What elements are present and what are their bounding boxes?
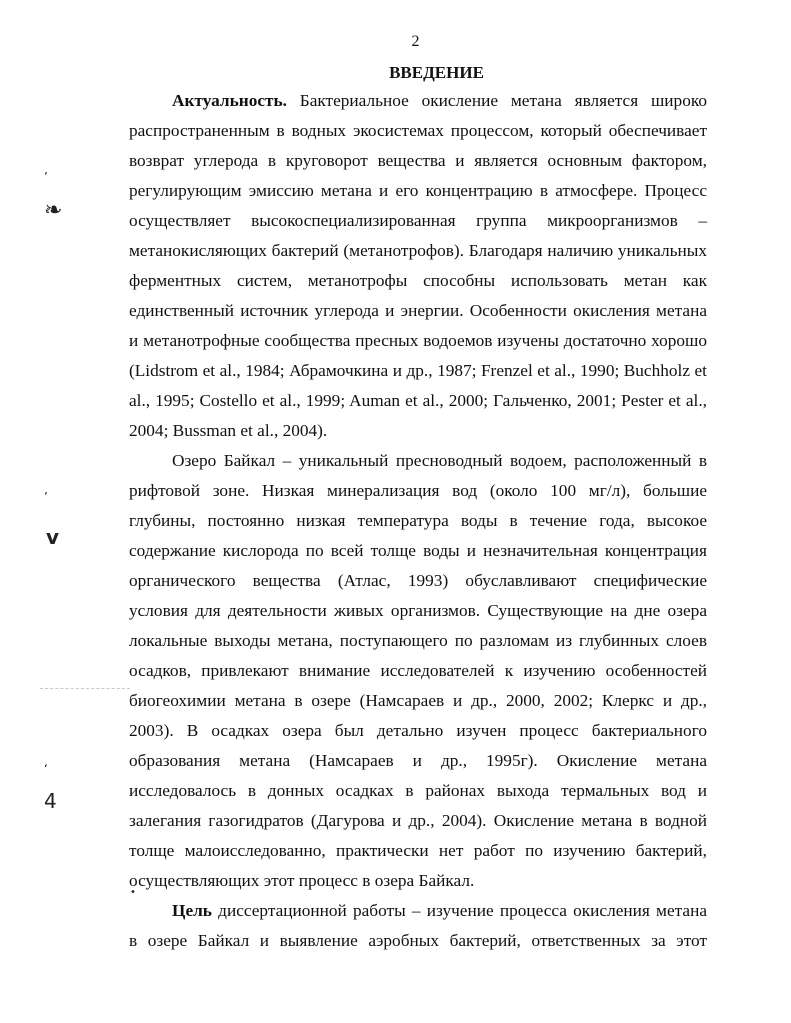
text-line: осуществляет высокоспециализированная группа микроорганизмов – <box>129 211 707 230</box>
text-line: осуществляющих этот процесс в озера Байкал. <box>129 871 475 890</box>
text-line: al., 1995; Costello et al., 1999; Auman et al., 2000; Гальченко, 2001; Pester et al., <box>129 391 707 410</box>
text-line: метанокисляющих бактерий (метанотрофов). Благодаря наличию уникальных <box>129 241 707 260</box>
text-line: содержание кислорода по всей толще воды и незначительная концентрация <box>129 541 707 560</box>
text-line: единственный источник углерода и энергии. Особенности окисления метана <box>129 301 707 320</box>
text-line: биогеохимии метана в озере (Намсараев и др., 2000, 2002; Клеркс и др., <box>129 691 707 710</box>
text-line: толще малоисследованно, практически нет работ по изучению бактерий, <box>129 841 707 860</box>
text-line: условия для деятельности живых организмов. Существующие на дне озера <box>129 601 707 620</box>
text-line: исследовалось в донных осадках в районах выхода термальных вод и <box>129 781 707 800</box>
text-line: 2003). В осадках озера был детально изучен процесс бактериального <box>129 721 707 740</box>
text-line: рифтовой зоне. Низкая минерализация вод (около 100 мг/л), большие <box>129 481 707 500</box>
page-number: 2 <box>411 33 420 50</box>
text-line: образования метана (Намсараев и др., 1995г). Окисление метана <box>129 751 707 770</box>
scan-mark: 4 <box>44 789 57 813</box>
scan-mark: v <box>46 525 60 549</box>
text-span: диссертационной работы – изучение процесса окисления метана <box>211 901 707 920</box>
text-line: 2004; Bussman et al., 2004). <box>129 421 328 440</box>
text-line: возврат углерода в круговорот вещества и является основным фактором, <box>129 151 707 170</box>
text-line: залегания газогидратов (Дагурова и др., 2004). Окисление метана в водной <box>129 811 707 830</box>
text-line <box>172 89 707 113</box>
section-title: ВВЕДЕНИЕ <box>389 63 484 82</box>
scan-divider <box>40 688 130 689</box>
text-line: Озеро Байкал – уникальный пресноводный водоем, расположенный в <box>172 451 707 470</box>
text-line: в озере Байкал и выявление аэробных бактерий, ответственных за этот <box>129 931 707 950</box>
scan-mark: ‘ <box>44 762 48 776</box>
text-line: глубины, постоянно низкая температура воды в течение года, высокое <box>129 511 707 530</box>
text-line: ферментных систем, метанотрофы способны использовать метан как <box>129 271 707 290</box>
scan-mark: • <box>130 887 136 898</box>
scan-mark: ’ <box>44 170 48 184</box>
scan-mark: ❧ <box>44 198 63 223</box>
text-line: распространенным в водных экосистемах процессом, который обеспечивает <box>129 121 707 140</box>
text-line: регулирующим эмиссию метана и его концентрацию в атмосфере. Процесс <box>129 181 707 200</box>
paragraph-label-goal: Цель <box>172 901 212 920</box>
text-line: и метанотрофные сообщества пресных водоемов изучены достаточно хорошо <box>129 331 707 350</box>
paragraph-label-relevance: Актуальность. <box>172 91 287 110</box>
text-line: осадков, привлекают внимание исследователей к изучению особенностей <box>129 661 707 680</box>
text-line <box>172 899 707 923</box>
text-line: (Lidstrom et al., 1984; Абрамочкина и др., 1987; Frenzel et al., 1990; Buchholz et <box>129 361 707 380</box>
text-span: Бактериальное окисление метана является широко <box>286 91 707 110</box>
text-line: органического вещества (Атлас, 1993) обуславливают специфические <box>129 571 707 590</box>
text-line: локальные выходы метана, поступающего по разломам из глубинных слоев <box>129 631 707 650</box>
scan-mark: ’ <box>44 490 48 504</box>
